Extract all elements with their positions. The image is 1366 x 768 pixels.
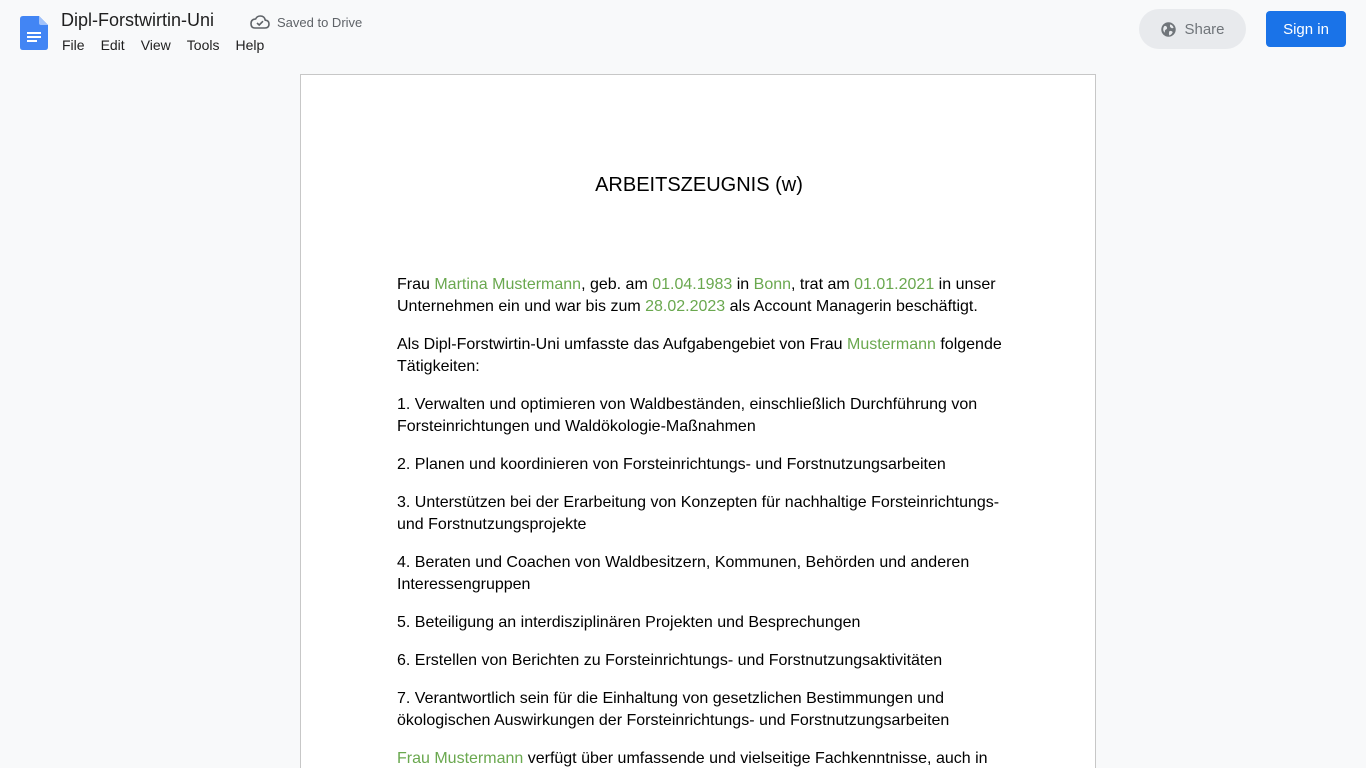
task-item: 7. Verantwortlich sein für die Einhaltung von gesetzlichen Bestimmungen und ökologischen Auswirkungen der Forsteinrichtungs- und Forstnutzungsarbeiten [397,690,950,729]
birth-city: Bonn [753,276,792,293]
employment-paragraph [397,274,1002,318]
duties-intro-paragraph [397,334,1002,378]
text-segment: in unser Unternehmen ein und war bis zum [397,276,996,315]
document-title[interactable]: Dipl-Forstwirtin-Uni [61,10,215,30]
menu-edit[interactable]: Edit [100,37,125,53]
employee-name: Frau Mustermann [397,750,524,767]
text-segment: Als Dipl-Forstwirtin-Uni umfasste das Aufgabengebiet von Frau [397,336,847,353]
document-body [397,274,1002,768]
document-heading: ARBEITSZEUGNIS (w) [595,174,803,196]
task-item: 6. Erstellen von Berichten zu Forsteinrichtungs- und Forstnutzungsaktivitäten [397,652,943,669]
text-segment: in [732,276,754,293]
task-item: 5. Beteiligung an interdisziplinären Projekten und Besprechungen [397,614,861,631]
text-segment: folgende Tätigkeiten: [397,336,1002,375]
text-segment: als Account Managerin beschäftigt. [725,298,978,315]
text-segment: , trat am [791,276,855,293]
sign-in-button[interactable]: Sign in [1266,11,1346,47]
menu-help[interactable]: Help [235,37,265,53]
task-item: 4. Beraten und Coachen von Waldbesitzern, Kommunen, Behörden und anderen Interessengruppen [397,554,970,593]
menu-file[interactable]: File [62,37,85,53]
end-date: 28.02.2023 [645,298,726,315]
text-segment: , geb. am [581,276,653,293]
save-status-label: Saved to Drive [277,14,363,30]
menu-bar [62,37,280,53]
top-bar [0,0,1366,64]
save-status[interactable] [250,14,362,30]
globe-icon [1160,21,1177,38]
task-item: 1. Verwalten und optimieren von Waldbeständen, einschließlich Durchführung von Forsteinrichtungen und Waldökologie-Maßnahmen [397,396,978,435]
menu-tools[interactable]: Tools [186,37,220,53]
document-page[interactable] [300,74,1096,768]
start-date: 01.01.2021 [854,276,935,293]
share-button[interactable] [1139,9,1246,49]
menu-view[interactable]: View [140,37,171,53]
text-segment: verfügt über umfassende und vielseitige Fachkenntnisse, auch in [523,750,988,767]
birth-date: 01.04.1983 [652,276,733,293]
task-item: 2. Planen und koordinieren von Forsteinrichtungs- und Forstnutzungsarbeiten [397,456,946,473]
text-segment: Frau [397,276,435,293]
skills-paragraph [397,748,1002,768]
employee-surname: Mustermann [846,336,936,353]
cloud-check-icon [250,14,270,30]
employee-name: Martina Mustermann [434,276,582,293]
share-label: Share [1184,20,1225,38]
docs-logo-icon[interactable] [20,16,48,50]
task-item: 3. Unterstützen bei der Erarbeitung von Konzepten für nachhaltige Forsteinrichtungs- und Forstnutzungsprojekte [397,494,1000,533]
